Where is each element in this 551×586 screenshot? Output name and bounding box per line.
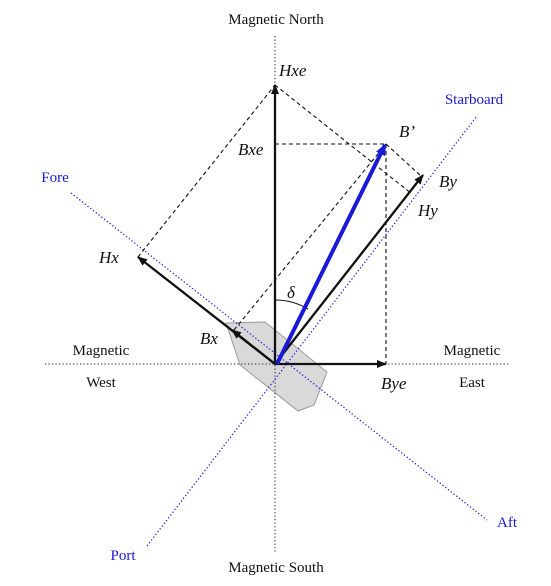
magnetic-north-label: Magnetic North: [228, 12, 324, 28]
by-label: By: [439, 172, 457, 191]
magnetic-south-label: Magnetic South: [228, 560, 324, 576]
ship-hull-icon: [226, 322, 327, 411]
bye-label: Bye: [381, 374, 407, 393]
starboard-port-axis: [147, 116, 477, 546]
hxe-label: Hxe: [279, 61, 307, 80]
hy-label: Hy: [418, 201, 438, 220]
port-label: Port: [110, 548, 136, 564]
hx-label: Hx: [99, 248, 119, 267]
dash-hx-to-hxe: [138, 85, 275, 257]
starboard-label: Starboard: [444, 92, 504, 108]
aft-label: Aft: [497, 515, 517, 531]
magnetic-west-label-line2: West: [86, 375, 116, 391]
bx-label: Bx: [200, 329, 218, 348]
vector-by: [275, 175, 423, 364]
fore-label: Fore: [41, 170, 69, 186]
dash-hxe-to-hy: [275, 85, 412, 194]
magnetic-west-label-line1: Magnetic: [72, 343, 130, 359]
b-prime-label: B’: [399, 122, 416, 141]
magnetic-east-label-line2: East: [459, 375, 485, 391]
vector-b-prime: [277, 145, 385, 364]
delta-symbol: δ: [287, 283, 295, 302]
dash-bprime-to-by: [386, 144, 421, 176]
bxe-label: Bxe: [238, 140, 264, 159]
dash-bx-to-bprime: [234, 144, 386, 330]
magnetic-east-label-line1: Magnetic: [443, 343, 501, 359]
